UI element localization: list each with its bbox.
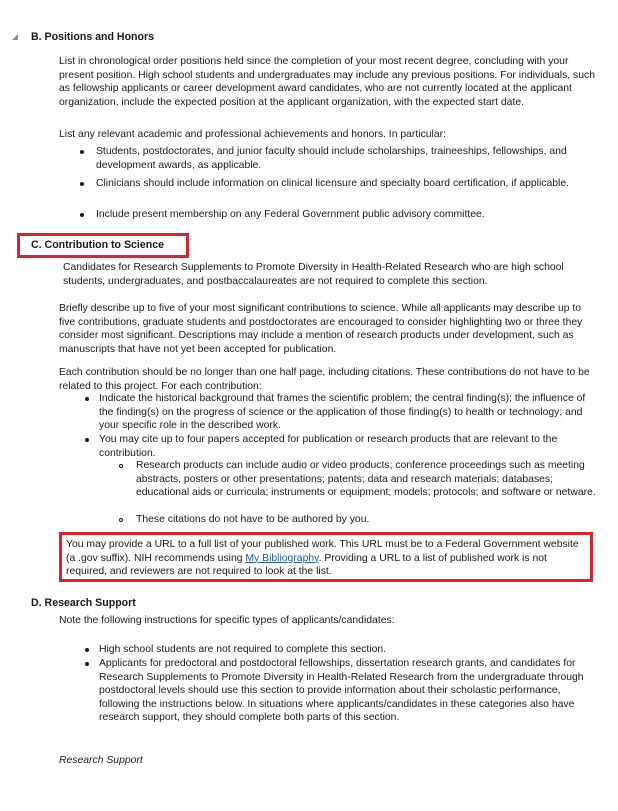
section-d-bullet-1: High school students are not required to complete this section. [99,644,387,655]
section-c-paragraph-1: Candidates for Research Supplements to Promote Diversity in Health-Related Research who are high school students, undergraduates, and postbaccalaureates are not required to complete this section. [63,262,564,287]
section-b-bullet-3: Include present membership on any Federal Government public advisory committee. [96,209,485,220]
bullet-icon [80,213,84,217]
section-d-paragraph-1: Note the following instructions for specific types of applicants/candidates: [59,615,395,626]
bullet-icon [85,438,89,442]
bullet-icon [85,648,89,652]
section-c-paragraph-2: Briefly describe up to five of your most significant contributions to science. While all applicants may describe up to five contributions, graduate students and postdoctorates are encouraged to consider highlighting two or three they consider most significant. Descriptions may include a mention of research products under development, such as manuscripts that have not yet been accepted for publication. [59,303,583,355]
bullet-icon [80,182,84,186]
section-b-heading: B. Positions and Honors [31,31,155,43]
research-support-subheading: Research Support [59,755,143,766]
section-b-bullet-2: Clinicians should include information on clinical licensure and specialty board certification, if applicable. [96,178,570,189]
section-d-heading: D. Research Support [31,597,136,609]
section-b-paragraph-1: List in chronological order positions held since the completion of your most recent degree, concluding with your present position. High school students and undergraduates may include any previous positions. For individuals, such as fellowship applicants or career development award candidates, who are not currently located at the applicant organization, include the expected position at the applicant organization, with the expected start date. [59,56,596,108]
section-c-paragraph-3: Each contribution should be no longer than one half page, including citations. These contributions do not have to be related to this project. For each contribution: [59,367,590,392]
section-c-bullet-1: Indicate the historical background that frames the scientific problem; the central finding(s); the influence of the finding(s) on the progress of science or the application of those finding(s) to health or technology; and your specific role in the described work. [99,393,586,432]
bullet-icon [80,150,84,154]
section-d-bullet-2: Applicants for predoctoral and postdoctoral fellowships, dissertation research grants, and candidates for Research Supplements to Promote Diversity in Health-Related Research from the undergraduate through postdoctoral levels should use this section to provide information about their scholastic performance, following the instructions below. In situations where applicants/candidates in these categories also have research support, they should complete both parts of this section. [99,658,584,724]
section-c-url-note [66,538,590,579]
url-note-text-after: . Providing a URL to a list of published work is not required, and reviewers are not required to look at the list. [66,552,547,578]
section-c-bullet-2: You may cite up to four papers accepted for publication or research products that are relevant to the contribution. [99,434,558,459]
section-b-bullet-1: Students, postdoctorates, and junior faculty should include scholarships, traineeships, fellowships, and development awards, as applicable. [96,146,567,171]
section-b-paragraph-2: List any relevant academic and professional achievements and honors. In particular: [59,129,446,140]
section-c-subbullet-1: Research products can include audio or video products; conference proceedings such as meeting abstracts, posters or other presentations; patents; data and research materials; databases; educational aids or curricula; instruments or equipment; models; protocols; and software or netware. [136,460,596,499]
my-bibliography-link[interactable]: My Bibliography [245,552,319,564]
hollow-bullet-icon [119,518,123,522]
bullet-icon [85,397,89,401]
bullet-icon [85,662,89,666]
section-c-subbullet-2: These citations do not have to be authored by you. [136,514,370,525]
collapse-triangle-icon[interactable] [12,34,18,40]
section-c-heading: C. Contribution to Science [31,239,165,251]
hollow-bullet-icon [119,464,123,468]
url-note-text-before: You may provide a URL to a full list of your published work. This URL must be to a Federal Government website (a .gov suffix). NIH recommends using [66,539,579,564]
